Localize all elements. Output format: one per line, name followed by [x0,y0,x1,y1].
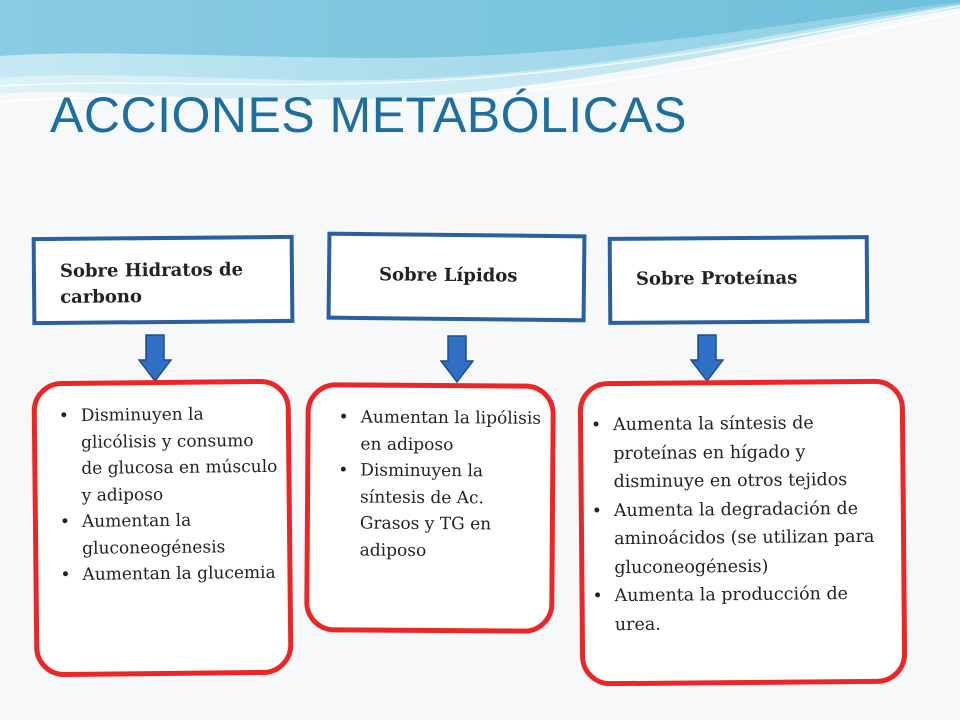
header-label-carbohidratos: Sobre Hidratos de carbono [59,259,244,308]
header-box-proteinas [608,235,870,325]
list-item: • Aumentan la glucemia [82,560,279,589]
detail-box-carbohidratos [31,379,293,678]
header-label-proteinas: Sobre Proteínas [635,267,798,290]
arrow-down-icon [690,334,724,382]
effects-list-proteinas [591,409,896,640]
list-item: • Aumenta la degradación de aminoácidos (se utilizan para gluconeogénesis) [614,494,896,582]
list-item: • Aumenta la síntesis de proteínas en hígado y disminuye en otros tejidos [613,409,895,497]
list-item: • Disminuyen la síntesis de Ac. Grasos y TG en adiposo [360,458,543,565]
arrow-down-icon [138,334,172,382]
list-item: • Aumentan la lipólisis en adiposo [360,405,542,459]
list-item: • Aumenta la producción de urea. [614,580,895,639]
slide-title: ACCIONES METABÓLICAS [50,87,687,143]
list-item: • Disminuyen la glicólisis y consumo de glucosa en músculo y adiposo [81,401,279,509]
header-box-lipidos [327,232,587,323]
list-item: • Aumentan la gluconeogénesis [82,507,280,562]
effects-list-carbohidratos [59,401,280,589]
effects-list-lipidos [338,404,543,564]
header-box-carbohidratos [32,235,295,325]
detail-box-proteinas [578,379,908,687]
header-label-lipidos: Sobre Lípidos [378,264,518,287]
detail-box-lipidos [304,382,556,634]
arrow-down-icon [440,335,474,383]
